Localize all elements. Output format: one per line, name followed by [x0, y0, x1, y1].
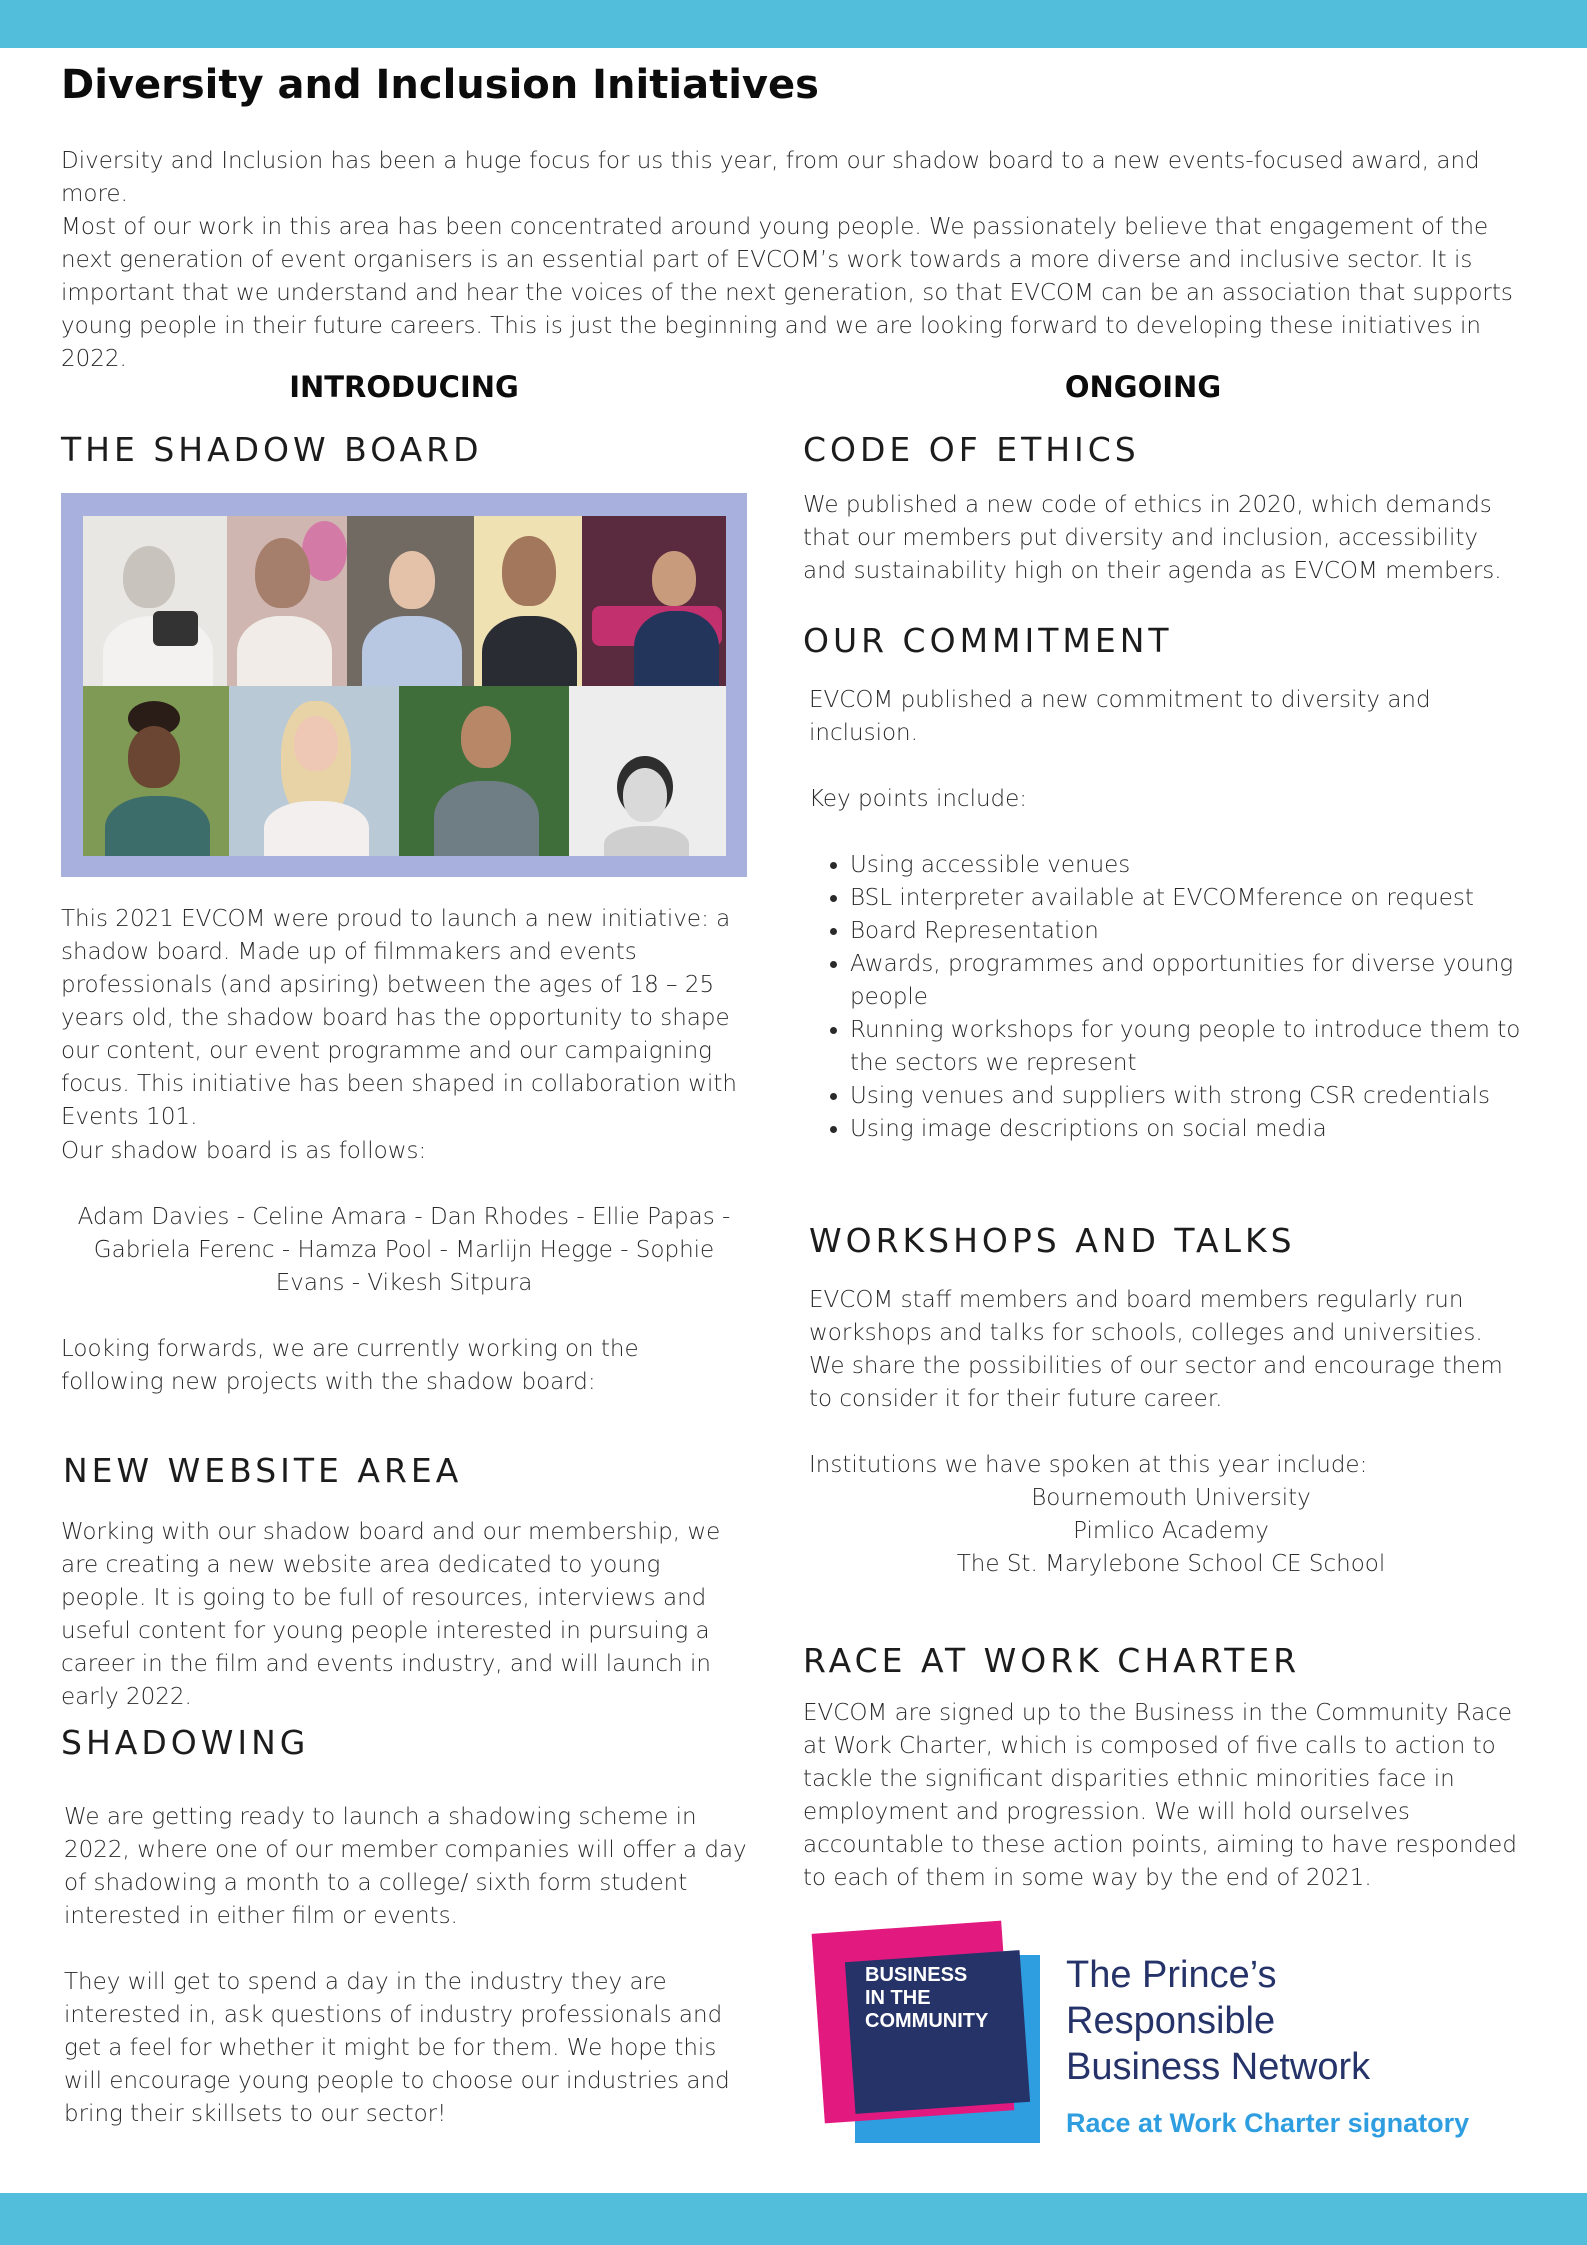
commitment-point: • Running workshops for young people to introduce them to the sectors we represent	[850, 1014, 1530, 1080]
intro-paragraph-1: Diversity and Inclusion has been a huge focus for us this year, from our shadow board to a new events-focused award, and more.	[61, 148, 1480, 207]
shadowing-title: SHADOWING	[61, 1723, 310, 1762]
key-points-intro: Key points include:	[809, 786, 1028, 812]
princes-network-wordmark: The Prince’s Responsible Business Network	[1066, 1954, 1371, 2088]
member-photo-7	[229, 686, 399, 856]
charter-signatory-text: Race at Work Charter signatory	[1066, 2108, 1470, 2138]
code-of-ethics-text: We published a new code of ethics in 2020, which demands that our members put diversity and inclusion, accessibility and sustainability high on their agenda as EVCOM members.	[803, 492, 1502, 584]
workshops-and-talks-title: WORKSHOPS AND TALKS	[809, 1221, 1296, 1260]
bitc-wordmark: BUSINESS IN THE COMMUNITY	[865, 1964, 989, 2032]
our-commitment-title: OUR COMMITMENT	[803, 621, 1173, 660]
new-website-area-title: NEW WEBSITE AREA	[63, 1451, 463, 1490]
bitc-race-at-work-logo	[800, 1920, 1530, 2145]
our-commitment-text: EVCOM published a new commitment to diversity and inclusion.	[809, 687, 1431, 746]
member-photo-1	[83, 516, 227, 686]
top-band	[0, 0, 1587, 48]
race-at-work-charter-text: EVCOM are signed up to the Business in the Community Race at Work Charter, which is composed of five calls to action to tackle the significant disparities ethnic minorities face in employment and progression. We will hold ourselves accountable to these action points, aiming to have responded to each of them in some way by the end of 2021.	[803, 1700, 1517, 1891]
page-title: Diversity and Inclusion Initiatives	[61, 62, 819, 108]
shadow-board-description: This 2021 EVCOM were proud to launch a new initiative: a shadow board. Made up of filmmakers and events professionals (and apsiring) between the ages of 18 – 25 years old, the shadow board has the opportunity to shape our content, our event programme and our campaigning focus. This initiative has been shaped in collaboration with Events 101.	[61, 906, 737, 1130]
bottom-band	[0, 2193, 1587, 2245]
commitment-points-list	[810, 849, 1530, 1146]
shadow-board-photo-collage	[61, 493, 747, 877]
institution-item: Bournemouth University	[1031, 1485, 1311, 1511]
institution-item: The St. Marylebone School CE School	[956, 1551, 1386, 1577]
code-of-ethics-title: CODE OF ETHICS	[803, 430, 1140, 469]
institutions-list	[809, 1482, 1533, 1581]
member-photo-8	[399, 686, 569, 856]
institutions-intro: Institutions we have spoken at this year include:	[809, 1452, 1368, 1478]
member-photo-5	[582, 516, 726, 686]
introducing-heading: INTRODUCING	[289, 370, 519, 404]
commitment-point: • Using accessible venues	[850, 849, 1530, 882]
shadow-board-title: THE SHADOW BOARD	[61, 430, 483, 469]
ongoing-heading: ONGOING	[1064, 370, 1222, 404]
new-website-area-text: Working with our shadow board and our membership, we are creating a new website area dedicated to young people. It is going to be full of resources, interviews and useful content for young people interested in pursuing a career in the film and events industry, and will launch in early 2022.	[61, 1519, 721, 1710]
member-photo-9	[569, 686, 726, 856]
commitment-point: • Using image descriptions on social media	[850, 1113, 1530, 1146]
institution-item: Pimlico Academy	[1073, 1518, 1269, 1544]
workshops-text: EVCOM staff members and board members regularly run workshops and talks for schools, colleges and universities. We share the possibilities of our sector and encourage them to consider it for their future career.	[809, 1287, 1503, 1412]
member-photo-6	[83, 686, 229, 856]
shadowing-text-2: They will get to spend a day in the industry they are interested in, ask questions of industry professionals and get a feel for whether it might be for them. We hope this will encourage young people to choose our industries and bring their skillsets to our sector!	[64, 1969, 730, 2127]
member-photo-2	[227, 516, 347, 686]
shadow-board-members: Adam Davies - Celine Amara - Dan Rhodes - Ellie Papas - Gabriela Ferenc - Hamza Pool - Marlijn Hegge - Sophie Evans - Vikesh Sitpura	[77, 1204, 731, 1296]
race-at-work-charter-title: RACE AT WORK CHARTER	[803, 1641, 1301, 1680]
commitment-point: • BSL interpreter available at EVCOMference on request	[850, 882, 1530, 915]
member-photo-3	[347, 516, 474, 686]
commitment-point: • Awards, programmes and opportunities for diverse young people	[850, 948, 1530, 1014]
shadow-board-projects-intro: Looking forwards, we are currently working on the following new projects with the shadow board:	[61, 1336, 639, 1395]
intro-paragraph-2: Most of our work in this area has been concentrated around young people. We passionately believe that engagement of the next generation of event organisers is an essential part of EVCOM’s work towards a more diverse and inclusive sector. It is important that we understand and hear the voices of the next generation, so that EVCOM can be an association that supports young people in their future careers. This is just the beginning and we are looking forward to developing these initiatives in 2022.	[61, 214, 1513, 372]
commitment-point: • Board Representation	[850, 915, 1530, 948]
shadowing-text-1: We are getting ready to launch a shadowing scheme in 2022, where one of our member companies will offer a day of shadowing a month to a college/ sixth form student interested in either film or events.	[64, 1804, 747, 1929]
shadow-board-intro: Our shadow board is as follows:	[61, 1138, 427, 1164]
commitment-point: • Using venues and suppliers with strong CSR credentials	[850, 1080, 1530, 1113]
member-photo-4	[474, 516, 582, 686]
